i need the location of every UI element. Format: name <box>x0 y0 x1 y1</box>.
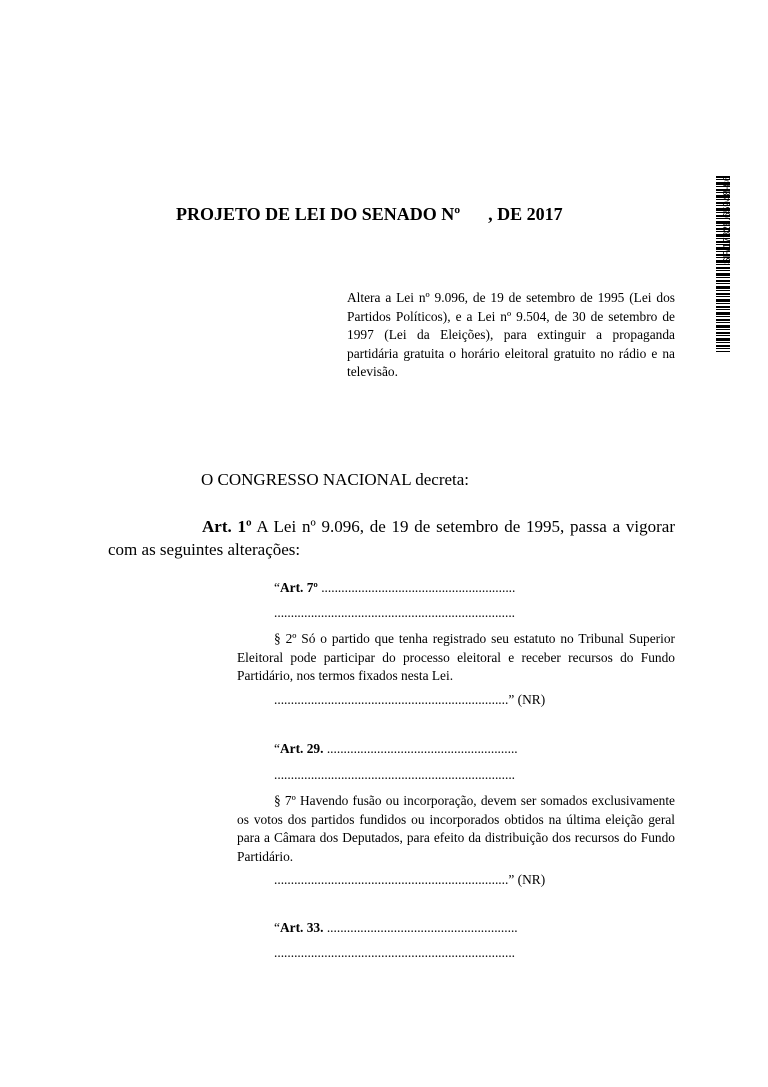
art29-open-quote: “ <box>274 741 280 756</box>
barcode-number: SF/17826.65948-86 <box>722 175 733 264</box>
art7-paragraph: § 2º Só o partido que tenha registrado seu estatuto no Tribunal Superior Eleitoral pode participar do processo eleitoral e receber recursos do Fundo Partidário, nos termos fixados nesta Lei. <box>237 631 675 684</box>
art33-heading <box>274 920 518 936</box>
art7-label: Art. 7º <box>279 580 318 595</box>
art29-paragraph: § 7º Havendo fusão ou incorporação, devem ser somados exclusivamente os votos dos partidos fundidos ou incorporados obtidos na última eleição geral para a Câmara dos Deputados, para efeito da distribuição dos recursos do Fundo Partidário. <box>237 793 675 864</box>
title-right: , DE 2017 <box>488 204 563 224</box>
art29-close: ......................................................................” (NR) <box>274 872 546 887</box>
article-1-text: A Lei nº 9.096, de 19 de setembro de 1995, passa a vigorar com as seguintes alterações: <box>108 517 675 559</box>
art29-label: Art. 29. <box>279 741 324 756</box>
article-1-label: Art. 1º <box>202 517 252 536</box>
article-1 <box>108 515 675 561</box>
art29-ellipsis-line: ........................................................................ <box>274 767 516 782</box>
art7-close: ......................................................................” (NR) <box>274 692 546 707</box>
document-title <box>176 204 563 225</box>
decreta-line: O CONGRESSO NACIONAL decreta: <box>201 470 470 489</box>
art29-heading <box>274 741 518 757</box>
art33-dots: ......................................................... <box>323 920 518 935</box>
title-left: PROJETO DE LEI DO SENADO Nº <box>176 204 461 224</box>
art33-label: Art. 33. <box>279 920 324 935</box>
ementa: Altera a Lei nº 9.096, de 19 de setembro de 1995 (Lei dos Partidos Políticos), e a Lei nº 9.504, de 30 de setembro de 1997 (Lei da Eleições), para extinguir a propaganda partidária gratuita o horário eleitoral gratuito no rádio e na televisão. <box>347 290 675 380</box>
art7-ellipsis-line: ........................................................................ <box>274 605 516 620</box>
art7-heading <box>274 580 515 596</box>
art29-dots: ......................................................... <box>323 741 518 756</box>
art7-open-quote: “ <box>274 580 280 595</box>
art33-open-quote: “ <box>274 920 280 935</box>
art7-dots: .......................................................... <box>317 580 516 595</box>
art33-ellipsis-line: ........................................................................ <box>274 945 516 960</box>
